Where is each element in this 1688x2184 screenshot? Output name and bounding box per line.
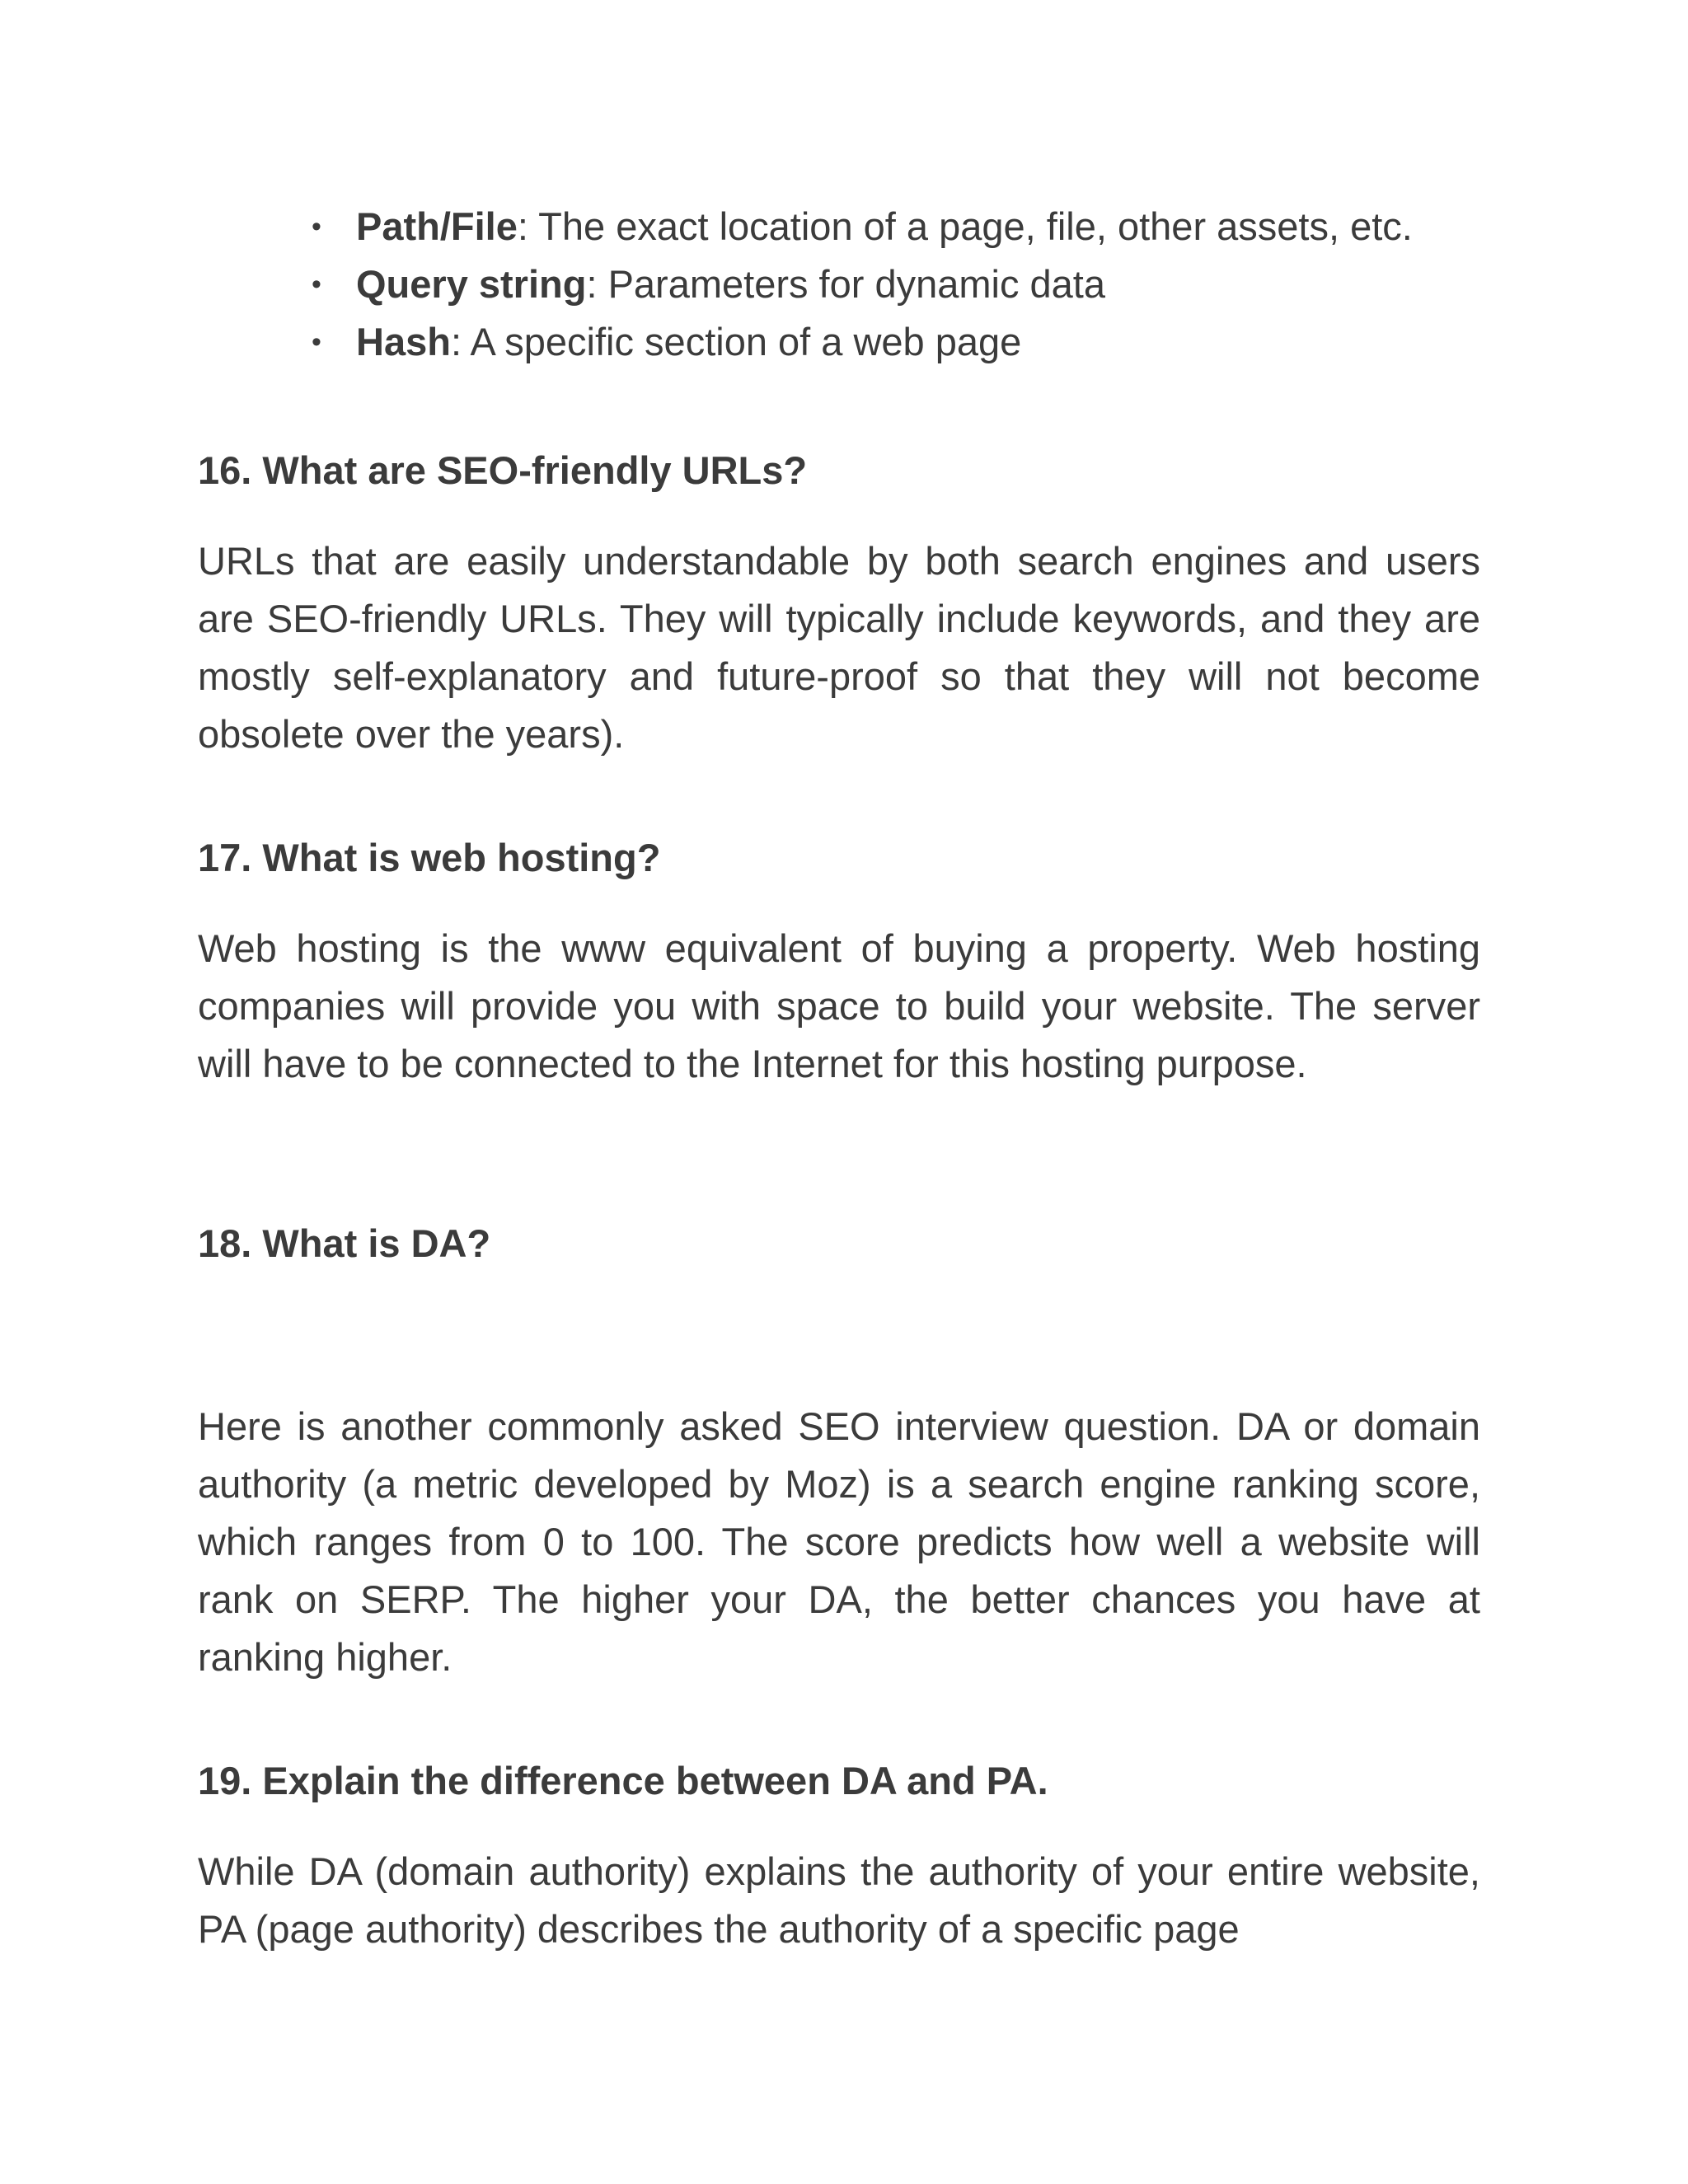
list-item — [198, 255, 1480, 313]
list-item-term: Hash — [356, 320, 451, 363]
section-body-19: While DA (domain authority) explains the authority of your entire website, PA (page authority) describes the authority of a specific page — [198, 1849, 1480, 1951]
section-heading-17: 17. What is web hosting? — [198, 836, 661, 879]
section-body-18: Here is another commonly asked SEO interview question. DA or domain authority (a metric developed by Moz) is a search engine ranking score, which ranges from 0 to 100. The score predicts how well a website will rank on SERP. The higher your DA, the better chances you have at ranking higher. — [198, 1404, 1480, 1679]
document-page — [198, 0, 1480, 2184]
section-heading-18: 18. What is DA? — [198, 1221, 491, 1265]
section-body-17: Web hosting is the www equivalent of buying a property. Web hosting companies will provide you with space to build your website. The server will have to be connected to the Internet for this hosting purpose. — [198, 926, 1480, 1085]
bullet-icon: • — [312, 269, 321, 300]
list-item-term: Path/File — [356, 204, 518, 248]
list-item-desc: : The exact location of a page, file, other assets, etc. — [517, 204, 1413, 248]
section-heading-16: 16. What are SEO-friendly URLs? — [198, 448, 808, 492]
bullet-icon: • — [312, 326, 321, 358]
url-parts-list — [198, 198, 1480, 371]
list-item-desc: : Parameters for dynamic data — [586, 262, 1105, 306]
section-body-16: URLs that are easily understandable by both search engines and users are SEO-friendly URLs. They will typically include keywords, and they are mostly self-explanatory and future-proof so that they will not become obsolete over the years). — [198, 539, 1480, 756]
list-item — [198, 313, 1480, 371]
list-item — [198, 198, 1480, 255]
bullet-icon: • — [312, 211, 321, 242]
list-item-term: Query string — [356, 262, 587, 306]
list-item-desc: : A specific section of a web page — [450, 320, 1022, 363]
section-heading-19: 19. Explain the difference between DA and PA. — [198, 1759, 1048, 1802]
